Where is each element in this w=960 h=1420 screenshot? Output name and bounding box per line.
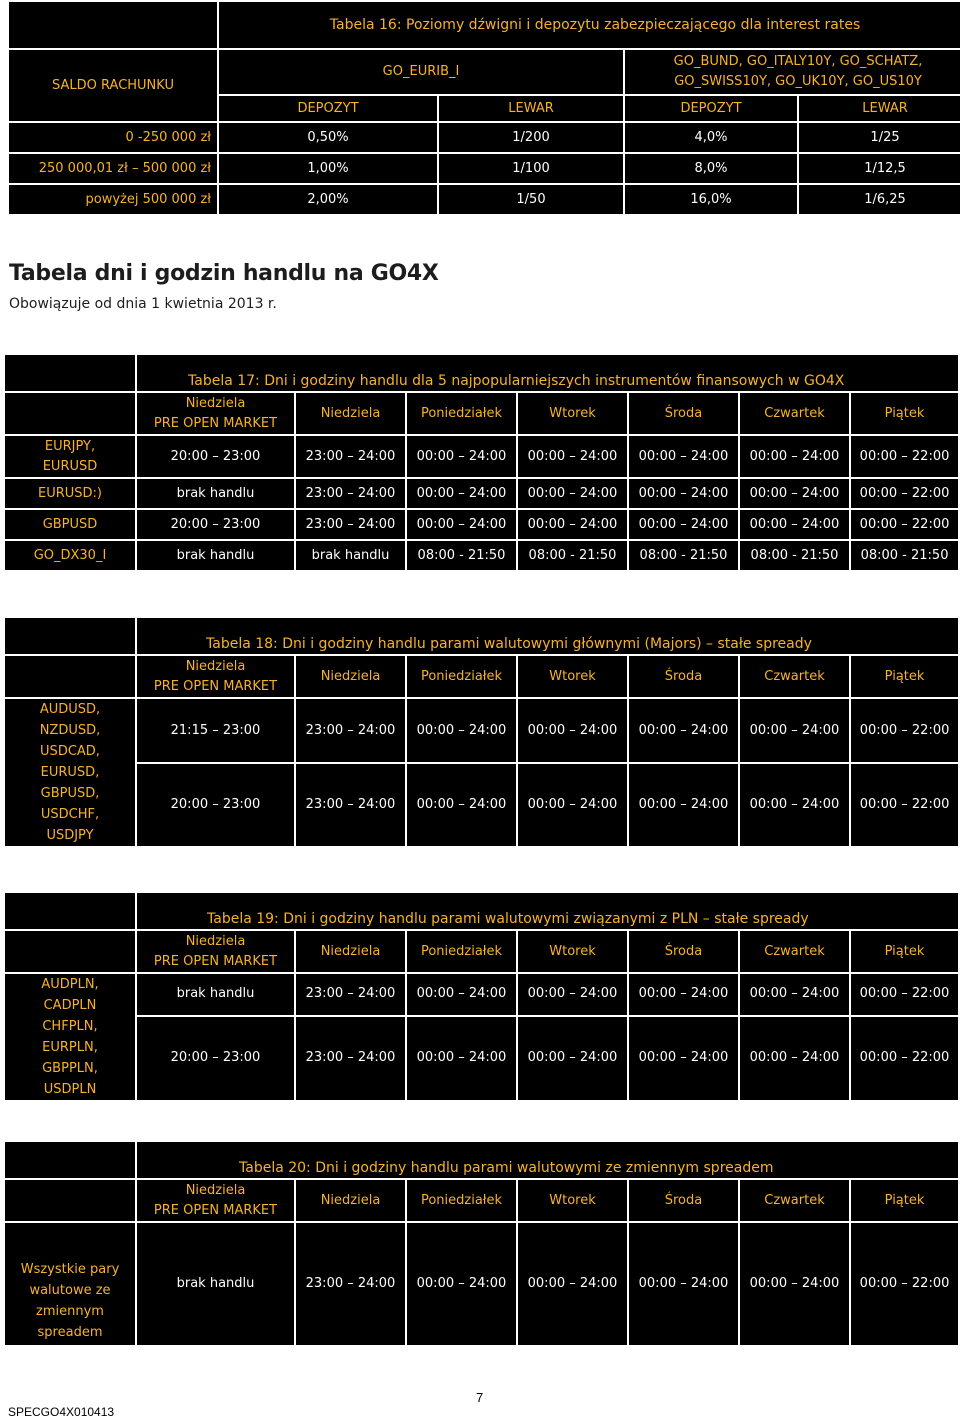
col-depozyt-1: DEPOZYT xyxy=(219,96,439,123)
cell: 00:00 – 22:00 xyxy=(851,1223,960,1347)
cell: 00:00 – 22:00 xyxy=(851,974,960,1017)
day-header: Piątek xyxy=(851,1180,960,1223)
table-17-caption: Tabela 17: Dni i godziny handlu dla 5 najpopularniejszych instrumentów finansowych w GO4X xyxy=(137,355,960,393)
cell: 00:00 – 22:00 xyxy=(851,479,960,510)
preopen-label: PRE OPEN MARKET xyxy=(153,415,278,431)
cell: 1/6,25 xyxy=(799,185,960,216)
preopen-label: PRE OPEN MARKET xyxy=(153,678,278,694)
preopen-day: Niedziela xyxy=(185,395,246,411)
cell: 08:00 - 21:50 xyxy=(629,541,740,572)
cell: 4,0% xyxy=(625,123,799,154)
cell: 00:00 – 24:00 xyxy=(740,1223,851,1347)
cell: 00:00 – 24:00 xyxy=(407,436,518,479)
cell: 1/100 xyxy=(439,154,625,185)
cell: 00:00 – 24:00 xyxy=(407,974,518,1017)
instrument-label: zmiennym xyxy=(36,1304,104,1319)
cell: 00:00 – 24:00 xyxy=(518,764,629,848)
table-row xyxy=(5,1223,960,1347)
day-header: Poniedziałek xyxy=(407,1180,518,1223)
cell: 2,00% xyxy=(219,185,439,216)
table-row xyxy=(5,974,960,1017)
day-header: Czwartek xyxy=(740,656,851,699)
instrument-label: GBPPLN, xyxy=(42,1061,98,1076)
table-row xyxy=(5,510,960,541)
cell: 23:00 – 24:00 xyxy=(296,1223,407,1347)
blank-cell xyxy=(5,656,137,699)
cell: 00:00 – 24:00 xyxy=(629,974,740,1017)
instrument-label: Wszystkie pary xyxy=(20,1262,120,1277)
day-header: Środa xyxy=(629,393,740,436)
instrument-label: EURUSD, xyxy=(40,765,100,780)
cell: 00:00 – 24:00 xyxy=(407,1017,518,1102)
cell: 1,00% xyxy=(219,154,439,185)
cell: 1/200 xyxy=(439,123,625,154)
day-header: Niedziela xyxy=(296,1180,407,1223)
cell: 00:00 – 24:00 xyxy=(740,974,851,1017)
cell: 00:00 – 24:00 xyxy=(629,699,740,764)
instrument-label: USDCHF, xyxy=(40,807,100,822)
cell: 08:00 - 21:50 xyxy=(740,541,851,572)
day-header: Poniedziałek xyxy=(407,656,518,699)
cell: 1/50 xyxy=(439,185,625,216)
cell: 00:00 – 24:00 xyxy=(518,436,629,479)
table-row xyxy=(5,1017,960,1102)
table-18 xyxy=(5,618,960,848)
instrument-label: EURPLN, xyxy=(42,1040,98,1055)
day-header: Czwartek xyxy=(740,393,851,436)
blank-cell xyxy=(5,355,137,393)
instrument-label: NZDUSD, xyxy=(39,723,101,738)
cell: 1/12,5 xyxy=(799,154,960,185)
cell: brak handlu xyxy=(137,974,296,1017)
preopen-label: PRE OPEN MARKET xyxy=(153,953,278,969)
cell: brak handlu xyxy=(137,1223,296,1347)
cell: 21:15 – 23:00 xyxy=(137,699,296,764)
table-16 xyxy=(9,2,960,216)
blank-cell xyxy=(9,2,219,50)
day-header: Środa xyxy=(629,931,740,974)
table-row xyxy=(5,436,960,479)
day-header: Niedziela xyxy=(296,931,407,974)
cell: 00:00 – 24:00 xyxy=(629,510,740,541)
cell: 08:00 - 21:50 xyxy=(518,541,629,572)
instrument-label: GBPUSD xyxy=(5,510,137,541)
cell: 00:00 – 24:00 xyxy=(740,479,851,510)
blank-cell xyxy=(5,1142,137,1180)
col-depozyt-2: DEPOZYT xyxy=(625,96,799,123)
table-row xyxy=(9,123,960,154)
table-row xyxy=(5,764,960,848)
cell: 00:00 – 24:00 xyxy=(407,479,518,510)
cell: 00:00 – 24:00 xyxy=(740,510,851,541)
cell: 00:00 – 24:00 xyxy=(740,764,851,848)
page-number: 7 xyxy=(476,1390,484,1405)
day-header: Środa xyxy=(629,656,740,699)
blank-cell xyxy=(5,1180,137,1223)
cell: 00:00 – 22:00 xyxy=(851,1017,960,1102)
day-header: Piątek xyxy=(851,931,960,974)
cell: 00:00 – 24:00 xyxy=(518,1017,629,1102)
cell: 00:00 – 22:00 xyxy=(851,436,960,479)
table-row xyxy=(9,185,960,216)
col-lewar-1: LEWAR xyxy=(439,96,625,123)
saldo-header: SALDO RACHUNKU xyxy=(9,50,219,123)
instrument-label: EURUSD:) xyxy=(5,479,137,510)
cell: 8,0% xyxy=(625,154,799,185)
cell: 00:00 – 24:00 xyxy=(407,699,518,764)
cell: 00:00 – 24:00 xyxy=(740,699,851,764)
day-header: Poniedziałek xyxy=(407,931,518,974)
cell: 00:00 – 24:00 xyxy=(407,764,518,848)
day-header: Poniedziałek xyxy=(407,393,518,436)
cell: 00:00 – 22:00 xyxy=(851,764,960,848)
instrument-label: CADPLN xyxy=(43,998,97,1013)
day-header: Piątek xyxy=(851,393,960,436)
cell: 00:00 – 24:00 xyxy=(518,699,629,764)
cell: brak handlu xyxy=(296,541,407,572)
cell: brak handlu xyxy=(137,479,296,510)
cell: 23:00 – 24:00 xyxy=(296,974,407,1017)
preopen-label: PRE OPEN MARKET xyxy=(153,1202,278,1218)
cell: 00:00 – 24:00 xyxy=(407,1223,518,1347)
blank-cell xyxy=(5,893,137,931)
cell: 0,50% xyxy=(219,123,439,154)
instrument-label: GO_DX30_I xyxy=(5,541,137,572)
cell: 20:00 – 23:00 xyxy=(137,1017,296,1102)
cell: 23:00 – 24:00 xyxy=(296,479,407,510)
cell: 23:00 – 24:00 xyxy=(296,764,407,848)
blank-cell xyxy=(5,931,137,974)
table-20-caption: Tabela 20: Dni i godziny handlu parami walutowymi ze zmiennym spreadem xyxy=(137,1142,960,1180)
cell: 00:00 – 24:00 xyxy=(629,764,740,848)
instrument-label: USDCAD, xyxy=(40,744,100,759)
cell: 00:00 – 24:00 xyxy=(740,1017,851,1102)
group2-header-line2: GO_SWISS10Y, GO_UK10Y, GO_US10Y xyxy=(674,74,922,89)
cell: 00:00 – 24:00 xyxy=(629,436,740,479)
cell: 23:00 – 24:00 xyxy=(296,510,407,541)
cell: 23:00 – 24:00 xyxy=(296,436,407,479)
instrument-label: walutowe ze xyxy=(29,1283,111,1298)
col-lewar-2: LEWAR xyxy=(799,96,960,123)
preopen-day: Niedziela xyxy=(185,1182,246,1198)
instrument-label: AUDPLN, xyxy=(41,977,99,992)
cell: 00:00 – 24:00 xyxy=(518,479,629,510)
cell: 00:00 – 24:00 xyxy=(629,479,740,510)
table-19 xyxy=(5,893,960,1102)
day-header: Wtorek xyxy=(518,393,629,436)
table-row xyxy=(5,479,960,510)
preopen-day: Niedziela xyxy=(185,658,246,674)
row-label: 0 -250 000 zł xyxy=(9,123,219,154)
table-19-caption: Tabela 19: Dni i godziny handlu parami walutowymi związanymi z PLN – stałe spready xyxy=(137,893,960,931)
instrument-label: GBPUSD, xyxy=(40,786,100,801)
cell: 00:00 – 24:00 xyxy=(518,974,629,1017)
cell: 1/25 xyxy=(799,123,960,154)
table-17 xyxy=(5,355,960,572)
instrument-label: EURUSD xyxy=(42,458,98,474)
day-header: Wtorek xyxy=(518,656,629,699)
cell: 00:00 – 24:00 xyxy=(629,1017,740,1102)
table-20 xyxy=(5,1142,960,1347)
cell: 00:00 – 24:00 xyxy=(740,436,851,479)
page-title: Tabela dni i godzin handlu na GO4X xyxy=(9,261,439,286)
cell: 23:00 – 24:00 xyxy=(296,1017,407,1102)
instrument-label: EURJPY, xyxy=(44,438,96,454)
document-code: SPECGO4X010413 xyxy=(8,1405,115,1419)
preopen-day: Niedziela xyxy=(185,933,246,949)
table-row xyxy=(5,699,960,764)
table-row xyxy=(9,154,960,185)
cell: 08:00 - 21:50 xyxy=(851,541,960,572)
table-16-caption: Tabela 16: Poziomy dźwigni i depozytu zabezpieczającego dla interest rates xyxy=(219,2,960,50)
cell: 08:00 - 21:50 xyxy=(407,541,518,572)
group2-header-line1: GO_BUND, GO_ITALY10Y, GO_SCHATZ, xyxy=(673,54,923,69)
cell: 20:00 – 23:00 xyxy=(137,764,296,848)
cell: 00:00 – 24:00 xyxy=(629,1223,740,1347)
blank-cell xyxy=(5,393,137,436)
day-header: Niedziela xyxy=(296,393,407,436)
instrument-label: spreadem xyxy=(37,1325,103,1340)
day-header: Piątek xyxy=(851,656,960,699)
cell: 00:00 – 22:00 xyxy=(851,510,960,541)
blank-cell xyxy=(5,618,137,656)
day-header: Czwartek xyxy=(740,1180,851,1223)
cell: 00:00 – 24:00 xyxy=(518,1223,629,1347)
day-header: Wtorek xyxy=(518,931,629,974)
instrument-label: USDPLN xyxy=(43,1082,97,1097)
cell: brak handlu xyxy=(137,541,296,572)
row-label: 250 000,01 zł – 500 000 zł xyxy=(9,154,219,185)
page-subtitle: Obowiązuje od dnia 1 kwietnia 2013 r. xyxy=(9,296,277,312)
instrument-label: USDJPY xyxy=(46,828,94,843)
instrument-label: CHFPLN, xyxy=(42,1019,98,1034)
cell: 20:00 – 23:00 xyxy=(137,436,296,479)
cell: 16,0% xyxy=(625,185,799,216)
cell: 23:00 – 24:00 xyxy=(296,699,407,764)
table-row xyxy=(5,541,960,572)
day-header: Środa xyxy=(629,1180,740,1223)
day-header: Wtorek xyxy=(518,1180,629,1223)
instrument-label: AUDUSD, xyxy=(39,702,101,717)
day-header: Czwartek xyxy=(740,931,851,974)
cell: 00:00 – 24:00 xyxy=(518,510,629,541)
group1-header: GO_EURIB_I xyxy=(219,50,625,96)
cell: 20:00 – 23:00 xyxy=(137,510,296,541)
row-label: powyżej 500 000 zł xyxy=(9,185,219,216)
cell: 00:00 – 22:00 xyxy=(851,699,960,764)
table-18-caption: Tabela 18: Dni i godziny handlu parami walutowymi głównymi (Majors) – stałe spready xyxy=(137,618,960,656)
day-header: Niedziela xyxy=(296,656,407,699)
cell: 00:00 – 24:00 xyxy=(407,510,518,541)
